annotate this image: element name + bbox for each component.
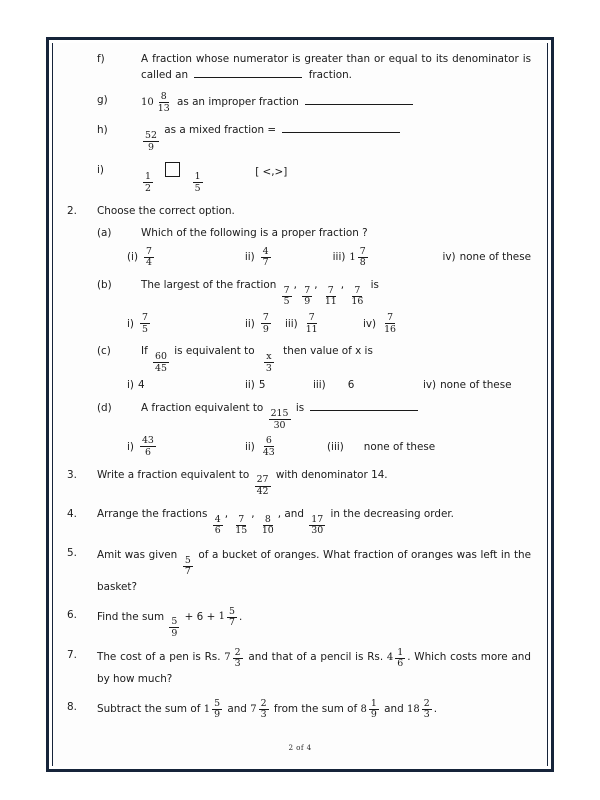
question-2d-body <box>141 400 531 430</box>
fraction <box>282 286 292 307</box>
option-label: i) <box>127 379 134 392</box>
question-8-and2: and <box>384 702 404 715</box>
worksheet-page-inner <box>52 43 548 766</box>
fraction-denominator: 15 <box>235 525 248 537</box>
question-1g-answer-blank[interactable] <box>305 95 413 106</box>
option-2a-iii[interactable] <box>333 247 443 268</box>
question-2a-marker: (a) <box>97 226 112 239</box>
fraction-denominator: 9 <box>214 709 221 721</box>
fraction <box>309 515 325 536</box>
option-text: 4 <box>137 379 145 392</box>
fraction-numerator: 5 <box>229 605 235 617</box>
fraction-numerator: 7 <box>327 284 334 296</box>
question-2c <box>67 343 531 373</box>
fraction <box>264 352 274 373</box>
option-2d-i[interactable] <box>127 436 245 457</box>
option-label: ii) <box>244 251 255 264</box>
question-2b-marker: (b) <box>97 279 112 291</box>
option-text: 5 <box>258 379 266 392</box>
mixed-whole: 1 <box>218 611 225 623</box>
question-1g-text: as an improper fraction <box>176 96 299 109</box>
fraction-numerator: 60 <box>155 351 167 363</box>
fraction-numerator: 27 <box>256 474 269 486</box>
mixed-whole: 7 <box>224 652 231 664</box>
fraction <box>304 313 320 334</box>
question-1g <box>67 92 531 113</box>
question-1i <box>67 162 531 194</box>
fraction-numerator: 2 <box>234 646 241 658</box>
question-4-suffix: in the decreasing order. <box>330 507 454 520</box>
fraction-denominator: 3 <box>423 709 430 721</box>
option-label: (iii) <box>327 440 344 453</box>
fraction <box>212 699 222 720</box>
fraction-denominator: 45 <box>155 362 167 374</box>
question-8-suffix: . <box>433 702 438 715</box>
fraction-denominator: 7 <box>184 566 191 578</box>
question-2a <box>67 225 531 241</box>
fraction-denominator: 8 <box>359 257 366 269</box>
mixed-whole: 8 <box>360 703 367 715</box>
fraction-denominator: 6 <box>214 525 221 537</box>
fraction-denominator: 16 <box>351 296 364 308</box>
question-5-suffix: of a bucket of oranges. What fraction of oranges was left in the basket? <box>97 548 532 593</box>
question-8-prefix: Subtract the sum of <box>97 702 201 715</box>
worksheet-page-frame <box>46 37 554 772</box>
option-2a-ii[interactable] <box>245 247 333 268</box>
fraction-numerator: 7 <box>354 284 361 296</box>
fraction <box>269 409 291 430</box>
question-2d-suffix: is <box>295 402 305 415</box>
mixed-whole: 7 <box>250 703 257 715</box>
question-1f-answer-blank[interactable] <box>194 68 302 79</box>
question-7 <box>67 647 531 689</box>
question-1f-body <box>141 51 531 83</box>
option-label: i) <box>127 440 134 453</box>
fraction-denominator: 9 <box>262 323 269 335</box>
question-4-marker: 4. <box>67 507 77 520</box>
question-1f <box>67 51 531 83</box>
option-2a-iv[interactable] <box>443 251 532 263</box>
fraction-denominator: 5 <box>283 296 290 308</box>
fraction-denominator: 30 <box>311 525 324 537</box>
mixed-number <box>224 648 244 669</box>
fraction-denominator: 6 <box>397 658 404 670</box>
fraction-denominator: 3 <box>234 658 241 670</box>
question-4 <box>67 506 531 536</box>
question-2b-text: The largest of the fraction <box>141 279 277 291</box>
fraction-numerator: 1 <box>370 697 377 709</box>
option-label: (i) <box>127 251 138 264</box>
fraction <box>183 556 193 577</box>
fraction-numerator: x <box>266 351 272 363</box>
fraction-numerator: 4 <box>214 513 221 525</box>
fraction-denominator: 9 <box>370 709 377 721</box>
fraction-denominator: 11 <box>305 323 318 335</box>
question-6-body <box>97 607 531 639</box>
question-8-marker: 8. <box>67 700 77 713</box>
mixed-whole: 1 <box>203 703 211 715</box>
fraction <box>153 352 169 373</box>
fraction-numerator: 7 <box>308 312 315 324</box>
question-3-prefix: Write a fraction equivalent to <box>97 468 250 481</box>
question-2d-options <box>127 436 531 457</box>
option-2d-iii[interactable] <box>327 441 435 453</box>
question-2c-marker: (c) <box>97 345 111 358</box>
option-2c-iii[interactable] <box>313 379 423 391</box>
question-3-body <box>97 467 531 497</box>
fraction <box>193 172 203 193</box>
option-2d-ii[interactable] <box>245 436 327 457</box>
option-2b-iv[interactable] <box>363 313 400 334</box>
fraction-numerator: 2 <box>423 697 430 709</box>
question-1i-marker: i) <box>97 163 104 176</box>
page-footer: 2 of 4 <box>288 743 312 752</box>
mixed-whole: 18 <box>407 703 420 715</box>
fraction <box>261 313 271 334</box>
fraction-numerator: 5 <box>171 616 178 628</box>
fraction-numerator: 7 <box>304 284 311 296</box>
option-label: iv) <box>442 251 456 264</box>
fraction-numerator: 43 <box>141 435 154 447</box>
question-2c-mid: is equivalent to <box>174 345 255 358</box>
fraction-numerator: 7 <box>283 284 290 296</box>
mixed-number <box>407 699 434 720</box>
option-label: iii) <box>332 251 346 264</box>
question-8-mid: from the sum of <box>273 702 358 715</box>
question-2d-answer-blank[interactable] <box>310 401 418 412</box>
question-2d-text: A fraction equivalent to <box>141 402 264 415</box>
option-2a-i[interactable] <box>127 247 245 268</box>
option-2b-ii[interactable] <box>245 313 285 334</box>
question-4-and: and <box>284 507 304 520</box>
fraction-numerator: 5 <box>184 554 191 566</box>
fraction-numerator: 7 <box>359 245 366 257</box>
question-6 <box>67 607 531 639</box>
question-8-and1: and <box>227 702 247 715</box>
fraction <box>302 286 312 307</box>
fraction-denominator: 6 <box>144 446 151 458</box>
question-7-marker: 7. <box>67 649 77 662</box>
question-1f-text: A fraction whose numerator is greater than or equal to its denominator is called an <box>141 53 531 82</box>
mixed-whole: 1 <box>349 251 356 263</box>
question-2c-if: If <box>141 345 148 358</box>
question-2b-body: The largest of the fraction $\frac{7}{5}$ , $\frac{7}{9}$ , $\frac{7}{11}$ , $\frac{7}{16}$ is <box>141 279 379 308</box>
fraction-numerator: 7 <box>387 312 394 324</box>
mixed-number <box>250 699 270 720</box>
question-5-body <box>97 545 531 598</box>
fraction <box>233 648 243 669</box>
question-1h-marker: h) <box>97 124 108 137</box>
fraction <box>395 648 405 669</box>
fraction-denominator: 3 <box>265 362 272 374</box>
question-7-mid: and that of a pencil is Rs. <box>248 651 384 664</box>
option-2c-iv[interactable] <box>423 379 512 391</box>
question-2-marker: 2. <box>67 204 77 217</box>
fraction-denominator: 30 <box>273 419 286 431</box>
question-4-body: Arrange the fractions $\frac{4}{6}$ , $\frac{7}{15}$ , $\frac{8}{10}$ , and $\frac{17}{30}$ in the decreasing order. <box>97 507 454 537</box>
question-3-marker: 3. <box>67 468 77 481</box>
option-label: ii) <box>245 317 255 330</box>
fraction <box>156 92 172 113</box>
mixed-number <box>360 699 380 720</box>
mixed-whole: 10 <box>141 97 154 109</box>
mixed-number <box>387 648 407 669</box>
fraction-numerator: 1 <box>397 646 404 658</box>
fraction-denominator: 10 <box>261 525 274 537</box>
mixed-number <box>141 92 174 113</box>
fraction-numerator: 52 <box>145 130 157 142</box>
fraction-denominator: 42 <box>256 486 269 498</box>
fraction-denominator: 9 <box>304 296 311 308</box>
option-text: none of these <box>459 251 531 264</box>
option-label: iv) <box>423 379 437 392</box>
fraction-numerator: 7 <box>146 245 152 257</box>
fraction <box>369 699 379 720</box>
fraction <box>144 247 154 268</box>
fraction-numerator: 1 <box>194 171 201 183</box>
question-2c-body <box>141 343 531 373</box>
option-text: none of these <box>363 440 436 453</box>
fraction-numerator: 4 <box>262 245 269 257</box>
fraction-denominator: 4 <box>146 257 152 269</box>
mixed-number <box>204 699 224 720</box>
fraction-numerator: 7 <box>141 312 148 324</box>
question-6-mid: + 6 + <box>184 610 216 623</box>
question-2a-text: Which of the following is a proper fraction ? <box>141 226 368 239</box>
fraction-denominator: 7 <box>262 257 269 269</box>
fraction <box>259 699 269 720</box>
option-label: iii) <box>285 317 298 330</box>
question-3-suffix: with denominator 14. <box>275 468 388 481</box>
question-1f-marker: f) <box>97 53 105 65</box>
fraction <box>140 436 156 457</box>
question-1f-text-after: fraction. <box>308 69 352 82</box>
fraction <box>349 286 365 307</box>
question-6-prefix: Find the sum <box>97 610 165 623</box>
question-8 <box>67 699 531 720</box>
question-1i-body <box>141 162 531 194</box>
question-6-suffix: . <box>238 610 243 623</box>
fraction <box>143 131 159 152</box>
question-2d <box>67 400 531 430</box>
option-label: ii) <box>245 379 255 392</box>
question-5-prefix: Amit was given <box>97 548 178 561</box>
question-1g-marker: g) <box>97 94 108 107</box>
option-2b-iii[interactable] <box>285 313 363 334</box>
option-label: iv) <box>363 317 377 330</box>
fraction-numerator: 7 <box>238 513 245 525</box>
fraction <box>227 607 237 628</box>
fraction <box>422 699 432 720</box>
fraction-numerator: 8 <box>160 91 167 103</box>
question-2a-options <box>127 247 531 268</box>
question-6-marker: 6. <box>67 608 77 621</box>
fraction-denominator: 43 <box>262 446 275 458</box>
question-2b-options <box>127 313 531 334</box>
mixed-whole: 4 <box>386 652 394 664</box>
fraction-numerator: 17 <box>311 513 324 525</box>
fraction-numerator: 8 <box>264 513 271 525</box>
fraction <box>261 436 277 457</box>
fraction-denominator: 5 <box>194 182 201 194</box>
option-text: none of these <box>440 379 512 392</box>
option-text: 6 <box>347 379 355 392</box>
fraction-numerator: 1 <box>145 171 151 183</box>
fraction <box>143 172 153 193</box>
question-2-prompt: Choose the correct option. <box>97 204 235 217</box>
question-2 <box>67 203 531 219</box>
fraction <box>233 515 249 536</box>
fraction-denominator: 5 <box>141 323 148 335</box>
worksheet-content <box>53 43 547 766</box>
question-5 <box>67 545 531 598</box>
fraction-numerator: 6 <box>265 435 272 447</box>
fraction <box>358 247 368 268</box>
question-1g-body <box>141 92 531 113</box>
question-3 <box>67 467 531 497</box>
fraction <box>255 475 271 496</box>
question-2b-suffix: is <box>370 279 379 291</box>
fraction-numerator: 5 <box>214 697 221 709</box>
option-2c-i[interactable] <box>127 379 245 391</box>
fraction-denominator: 9 <box>171 627 178 639</box>
question-2c-end: then value of x is <box>283 345 373 358</box>
option-label: ii) <box>245 440 255 453</box>
fraction-denominator: 2 <box>145 182 151 194</box>
fraction <box>323 286 339 307</box>
question-4-prefix: Arrange the fractions <box>97 507 208 520</box>
question-1h-text: as a mixed fraction = <box>164 124 277 137</box>
option-label: iii) <box>313 379 326 392</box>
fraction <box>140 313 150 334</box>
fraction-denominator: 3 <box>260 709 267 721</box>
question-5-marker: 5. <box>67 546 77 559</box>
fraction <box>261 247 271 268</box>
fraction-denominator: 13 <box>157 102 170 114</box>
question-7-prefix: The cost of a pen is Rs. <box>97 651 221 664</box>
question-1h <box>67 122 531 152</box>
fraction-denominator: 7 <box>229 617 235 629</box>
fraction-denominator: 11 <box>324 296 337 308</box>
question-2b <box>67 277 531 307</box>
fraction <box>260 515 276 536</box>
option-2b-i[interactable] <box>127 313 245 334</box>
question-1h-body <box>141 122 531 152</box>
option-2c-ii[interactable] <box>245 379 313 391</box>
fraction-numerator: 7 <box>262 312 269 324</box>
question-1h-answer-blank[interactable] <box>282 123 400 134</box>
question-7-body <box>97 647 531 689</box>
question-1i-hint: [ <,>] <box>255 165 288 178</box>
fraction <box>169 617 179 638</box>
option-label: i) <box>127 317 134 330</box>
comparison-answer-box[interactable] <box>165 162 180 177</box>
question-8-body <box>97 699 531 720</box>
fraction-denominator: 16 <box>384 323 397 335</box>
fraction-numerator: 215 <box>270 408 289 420</box>
fraction <box>382 313 398 334</box>
mixed-number <box>349 247 369 268</box>
fraction-denominator: 9 <box>147 141 154 153</box>
fraction-numerator: 2 <box>260 697 267 709</box>
question-7-suffix: . Which costs more and by how much? <box>97 651 531 686</box>
mixed-number <box>219 607 239 628</box>
question-2d-marker: (d) <box>97 402 112 415</box>
fraction <box>213 515 223 536</box>
question-2c-options <box>127 379 531 391</box>
